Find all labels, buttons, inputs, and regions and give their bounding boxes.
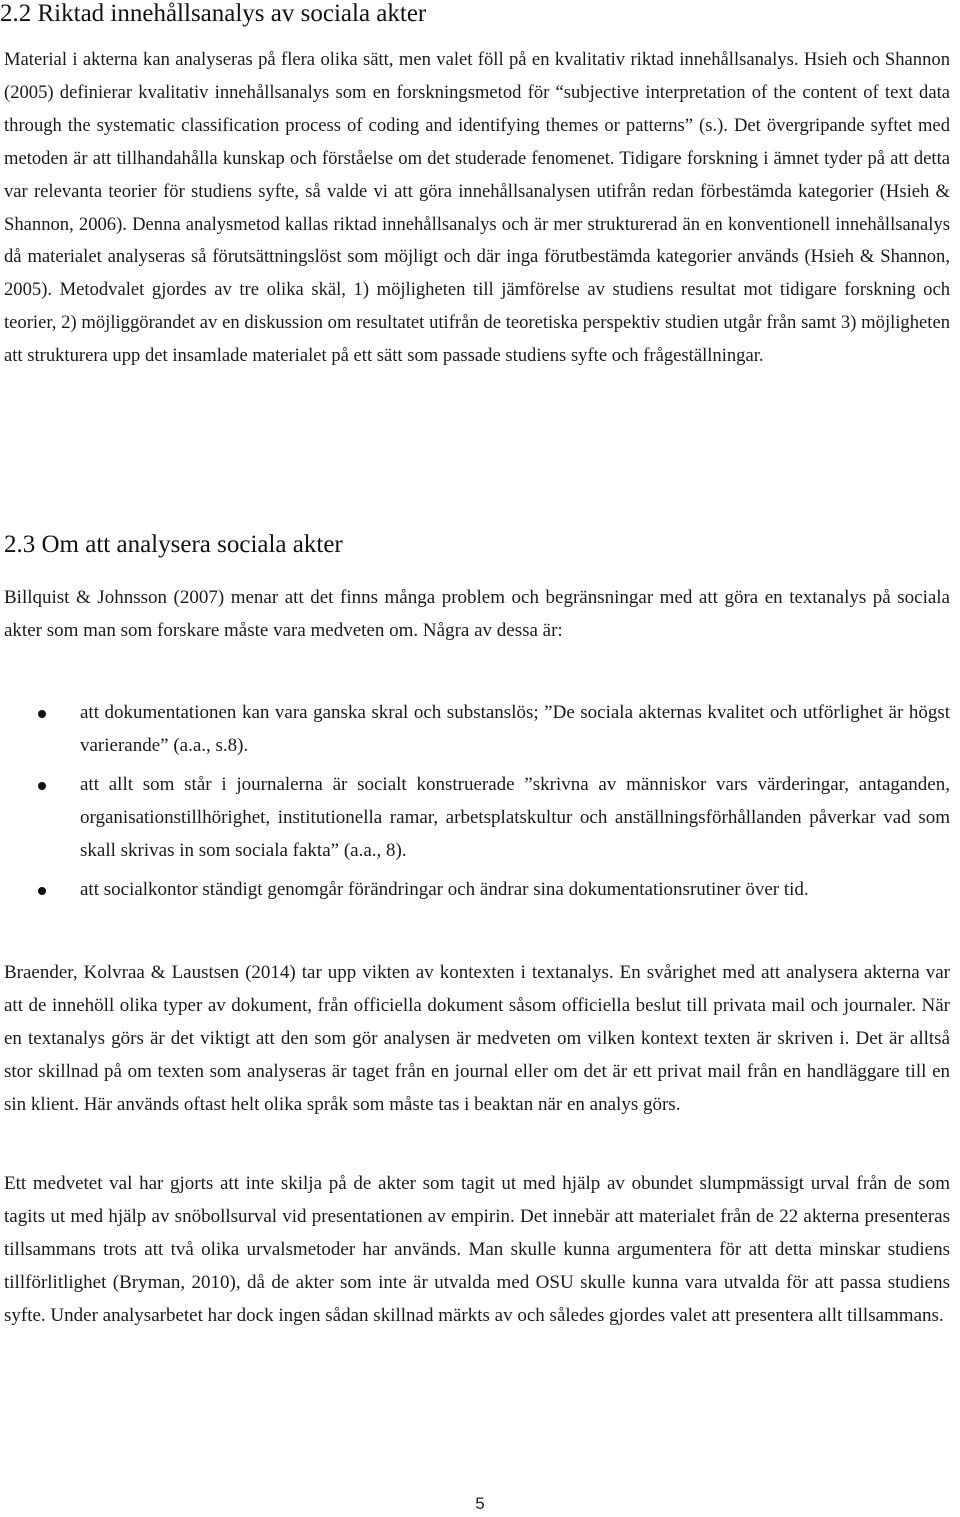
bullet-icon [38, 887, 46, 895]
section-2-3-intro-paragraph: Billquist & Johnsson (2007) menar att det finns många problem och begränsningar med att göra en textanalys på sociala akter som man som forskare måste vara medveten om. Några av dessa är: [4, 587, 950, 641]
section-heading-2-2: 2.2 Riktad innehållsanalys av sociala akter [0, 0, 427, 27]
list-item-text: att dokumentationen kan vara ganska skral och substanslös; ”De sociala akternas kvalitet och utförlighet är högst varierande” (a.a., s.8). [80, 702, 950, 756]
context-paragraph: Braender, Kolvraa & Laustsen (2014) tar upp vikten av kontexten i textanalys. En svårighet med att analysera akterna var att de innehöll olika typer av dokument, från officiella dokument såsom officiella beslut till privata mail och journaler. När en textanalys görs är det viktigt att den som gör analysen är medveten om vilken kontext texten är skriven i. Det är alltså stor skillnad på om texten som analyseras är taget från en journal eller om det är ett privat mail från en handläggare till en sin klient. Här används oftast helt olika språk som måste tas i beaktan när en analys görs. [4, 962, 950, 1115]
list-item [4, 874, 950, 907]
list-item-text: att socialkontor ständigt genomgår förändringar och ändrar sina dokumentationsrutiner över tid. [80, 878, 809, 900]
section-heading-2-3: 2.3 Om att analysera sociala akter [4, 531, 343, 558]
list-item [4, 769, 950, 868]
sampling-paragraph: Ett medvetet val har gjorts att inte skilja på de akter som tagit ut med hjälp av obundet slumpmässigt urval från de som tagits ut med hjälp av snöbollsurval vid presentationen av empirin. Det innebär att materialet från de 22 akterna presenteras tillsammans trots att två olika urvalsmetoder har används. Man skulle kunna argumentera för att detta minskar studiens tillförlitlighet (Bryman, 2010), då de akter som inte är utvalda med OSU skulle kunna vara utvalda för att passa studiens syfte. Under analysarbetet har dock ingen sådan skillnad märkts av och således gjordes valet att presentera allt tillsammans. [4, 1173, 950, 1326]
bullet-icon [38, 710, 46, 718]
list-item [4, 697, 950, 763]
list-item-text: att allt som står i journalerna är socialt konstruerade ”skrivna av människor vars värderingar, antaganden, organisationstillhörighet, institutionella ramar, arbetsplatskultur och anställningsförhållanden påverkar vad som skall skrivas in som sociala fakta” (a.a., 8). [80, 773, 950, 861]
page-number: 5 [475, 1494, 485, 1513]
problems-bullet-list [4, 697, 950, 912]
section-2-2-paragraph: Material i akterna kan analyseras på flera olika sätt, men valet föll på en kvalitativ riktad innehållsanalys. Hsieh och Shannon (2005) definierar kvalitativ innehållsanalys som en forskningsmetod för “subjective interpretation of the content of text data through the systematic classification process of coding and identifying themes or patterns” (s.). Det övergripande syftet med metoden är att tillhandahålla kunskap och förståelse om det studerade fenomenet. Tidigare forskning i ämnet tyder på att detta var relevanta teorier för studiens syfte, så valde vi att göra innehållsanalysen utifrån redan förbestämda kategorier (Hsieh & Shannon, 2006). Denna analysmetod kallas riktad innehållsanalys och är mer strukturerad än en konventionell innehållsanalys då materialet analyseras så förutsättningslöst som möjligt och där inga förutbestämda kategorier används (Hsieh & Shannon, 2005). Metodvalet gjordes av tre olika skäl, 1) möjligheten till jämförelse av studiens resultat mot tidigare forskning och teorier, 2) möjliggörandet av en diskussion om resultatet utifrån de teoretiska perspektiv studien utgår från samt 3) möjligheten att strukturera upp det insamlade materialet på ett sätt som passade studiens syfte och frågeställningar. [4, 49, 950, 367]
bullet-icon [38, 782, 46, 790]
